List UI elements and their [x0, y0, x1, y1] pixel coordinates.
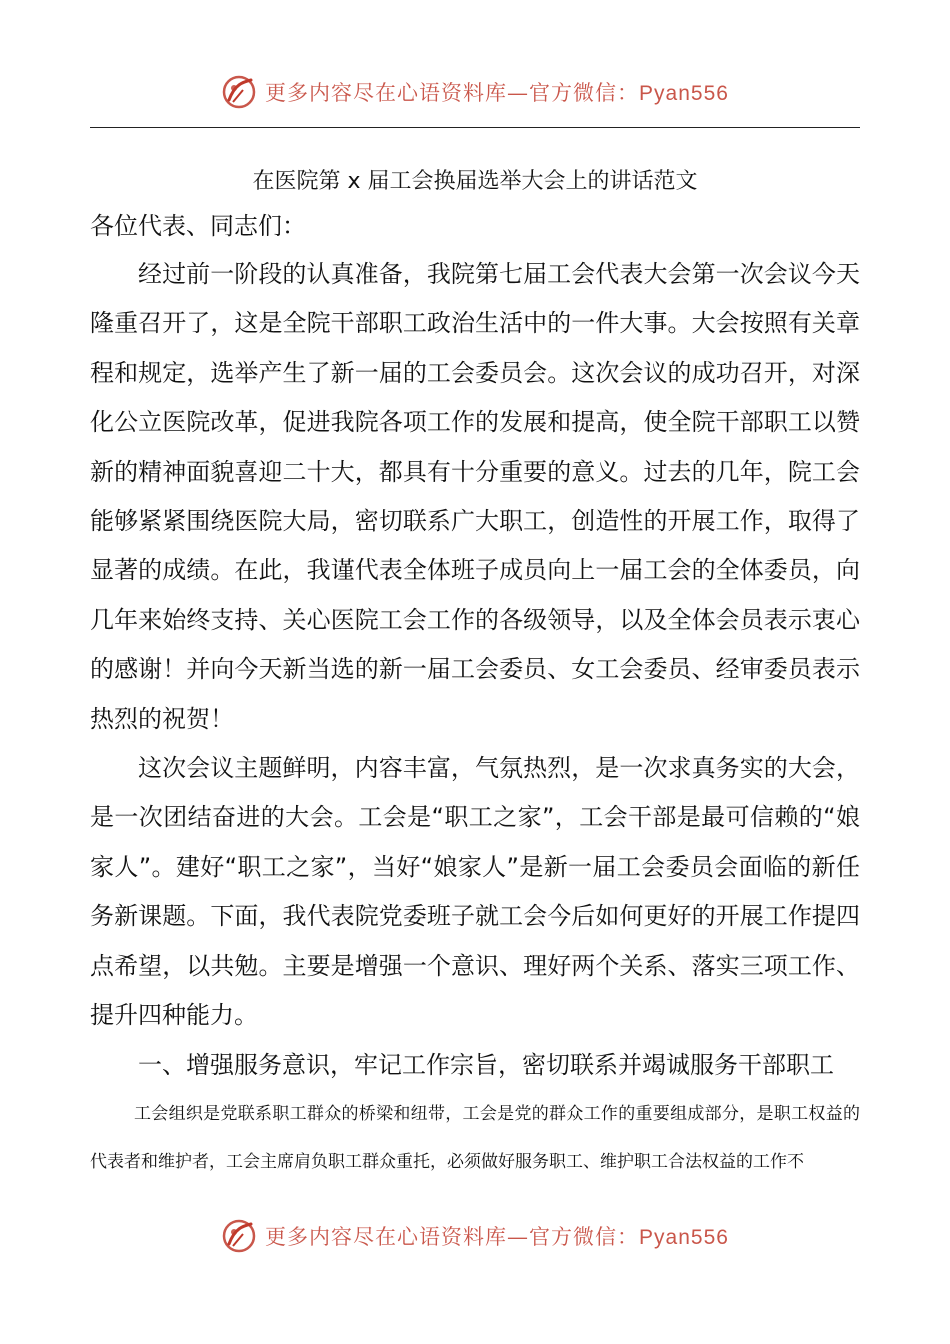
- header-banner-text: [265, 77, 729, 107]
- banner-wechat-id: Pyan556: [639, 1226, 729, 1249]
- paragraph: 经过前一阶段的认真准备，我院第七届工会代表大会第一次会议今天隆重召开了，这是全院干部职工政治生活中的一件大事。大会按照有关章程和规定，选举产生了新一届的工会委员会。这次会议的成功召开，对深化公立医院改革，促进我院各项工作的发展和提高，使全院干部职工以赞新的精神面貌喜迎二十大，都具有十分重要的意义。过去的几年，院工会能够紧紧围绕医院大局，密切联系广大职工，创造性的开展工作，取得了显著的成绩。在此，我谨代表全体班子成员向上一届工会的全体委员，向几年来始终支持、关心医院工会工作的各级领导，以及全体会员表示衷心的感谢！并向今天新当选的新一届工会委员、女工会委员、经审委员表示热烈的祝贺！: [90, 260, 860, 733]
- document-title: 在医院第 x 届工会换届选举大会上的讲话范文: [252, 169, 698, 194]
- banner-main-text: 更多内容尽在心语资料库: [265, 81, 508, 105]
- header-banner: [0, 72, 950, 112]
- brand-logo-icon: [221, 1218, 257, 1254]
- banner-wechat-id: Pyan556: [639, 82, 729, 105]
- brand-logo-icon: [221, 74, 257, 110]
- banner-separator: —: [507, 1225, 530, 1249]
- banner-wechat-label: 官方微信：: [529, 1225, 640, 1249]
- paragraph: 这次会议主题鲜明，内容丰富，气氛热烈，是一次求真务实的大会，是一次团结奋进的大会。工会是“职工之家”，工会干部是最可信赖的“娘家人”。建好“职工之家”，当好“娘家人”是新一届工会委员会面临的新任务新课题。下面，我代表院党委班子就工会今后如何更好的开展工作提四点希望，以共勉。主要是增强一个意识、理好两个关系、落实三项工作、提升四种能力。: [90, 754, 860, 1030]
- document-body: [90, 160, 860, 1186]
- header-divider: [90, 127, 860, 128]
- footer-banner-text: [265, 1221, 729, 1251]
- section-heading: 一、增强服务意识，牢记工作宗旨，密切联系并竭诚服务干部职工: [138, 1050, 834, 1079]
- banner-main-text: 更多内容尽在心语资料库: [265, 1225, 508, 1249]
- paragraph-small: 工会组织是党联系职工群众的桥梁和纽带，工会是党的群众工作的重要组成部分，是职工权益的代表者和维护者，工会主席肩负职工群众重托，必须做好服务职工、维护职工合法权益的工作不: [90, 1103, 860, 1172]
- footer-banner: [0, 1216, 950, 1256]
- banner-separator: —: [507, 81, 530, 105]
- banner-wechat-label: 官方微信：: [529, 81, 640, 105]
- salutation: 各位代表、同志们：: [90, 212, 306, 240]
